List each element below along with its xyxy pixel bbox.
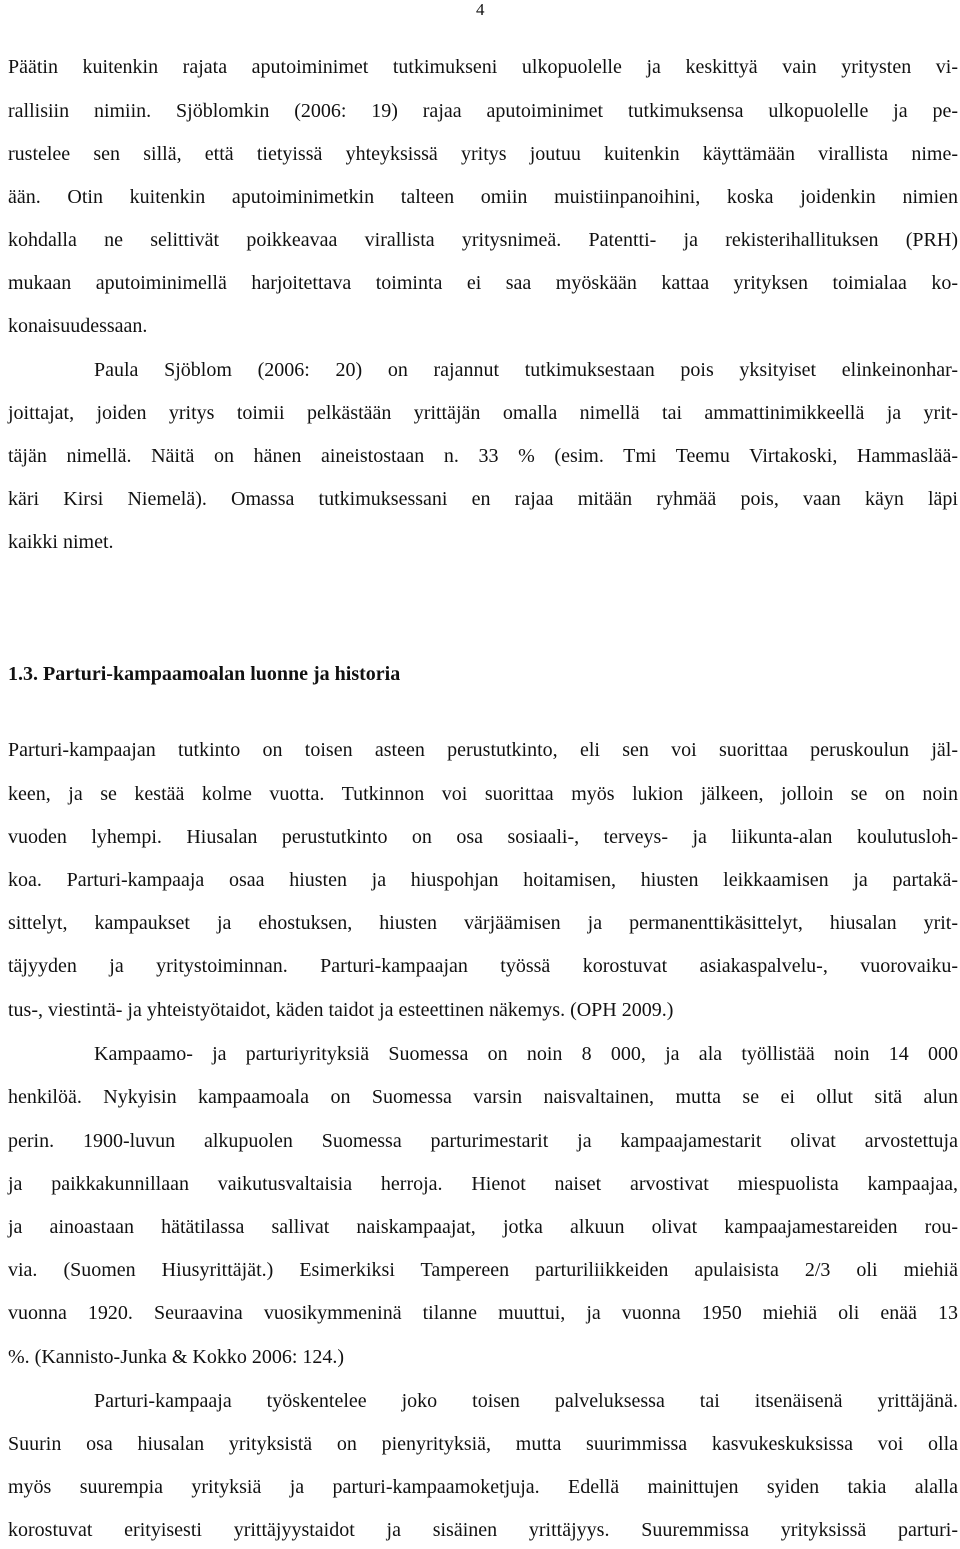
text-line: Suurin osa hiusalan yrityksistä on pienyrityksiä, mutta suurimmissa kasvukeskuksissa voi olla [8, 1433, 958, 1455]
text-line: Kampaamo- ja parturiyrityksiä Suomessa on noin 8 000, ja ala työllistää noin 14 000 [94, 1043, 958, 1065]
text-line: kaikki nimet. [8, 531, 114, 553]
text-line: kohdalla ne selittivät poikkeavaa virallista yritysnimeä. Patentti- ja rekisterihallituksen (PRH) [8, 229, 958, 251]
page-number: 4 [476, 0, 485, 19]
text-line: myös suurempia yrityksiä ja parturi-kampaamoketjuja. Edellä mainittujen syiden takia alalla [8, 1476, 958, 1498]
text-line: ja paikkakunnillaan vaikutusvaltaisia herroja. Hienot naiset arvostivat miespuolista kampaajaa, [8, 1173, 958, 1195]
text-line: sittelyt, kampaukset ja ehostuksen, hiusten värjäämisen ja permanenttikäsittelyt, hiusalan yrit- [8, 912, 958, 934]
text-line: perin. 1900-luvun alkupuolen Suomessa parturimestarit ja kampaajamestarit olivat arvostettuja [8, 1130, 958, 1152]
text-line: vuoden lyhempi. Hiusalan perustutkinto on osa sosiaali-, terveys- ja liikunta-alan koulutusloh- [8, 826, 958, 848]
text-line: rallisiin nimiin. Sjöblomkin (2006: 19) rajaa aputoiminimet tutkimuksensa ulkopuolelle ja pe- [8, 100, 958, 122]
text-line: täjän nimellä. Näitä on hänen aineistostaan n. 33 % (esim. Tmi Teemu Virtakoski, Hammaslää- [8, 445, 958, 467]
section-heading: 1.3. Parturi-kampaamoalan luonne ja historia [8, 663, 401, 685]
text-line: korostuvat erityisesti yrittäjyystaidot ja sisäinen yrittäjyys. Suuremmissa yrityksissä parturi- [8, 1519, 958, 1541]
text-line: ja ainoastaan hätätilassa sallivat naiskampaajat, jotka alkuun olivat kampaajamestareiden rou- [8, 1216, 958, 1238]
text-line: käri Kirsi Niemelä). Omassa tutkimuksessani en rajaa mitään ryhmää pois, vaan käyn läpi [8, 488, 958, 510]
text-line: via. (Suomen Hiusyrittäjät.) Esimerkiksi Tampereen parturiliikkeiden apulaisista 2/3 oli miehiä [8, 1259, 958, 1281]
text-line: Parturi-kampaaja työskentelee joko toisen palveluksessa tai itsenäisenä yrittäjänä. [94, 1390, 958, 1412]
text-line: Paula Sjöblom (2006: 20) on rajannut tutkimuksestaan pois yksityiset elinkeinonhar- [94, 359, 958, 381]
text-line: täjyyden ja yritystoiminnan. Parturi-kampaajan työssä korostuvat asiakaspalvelu-, vuorovaiku- [8, 955, 958, 977]
text-line: konaisuudessaan. [8, 315, 148, 337]
text-line: tus-, viestintä- ja yhteistyötaidot, käden taidot ja esteettinen näkemys. (OPH 2009.) [8, 999, 674, 1021]
text-line: Päätin kuitenkin rajata aputoiminimet tutkimukseni ulkopuolelle ja keskittyä vain yritysten vi- [8, 56, 958, 78]
text-line: %. (Kannisto-Junka & Kokko 2006: 124.) [8, 1346, 345, 1368]
text-line: joittajat, joiden yritys toimii pelkästään yrittäjän omalla nimellä tai ammattinimikkeellä ja yrit- [8, 402, 958, 424]
text-line: keen, ja se kestää kolme vuotta. Tutkinnon voi suorittaa myös lukion jälkeen, jolloin se on noin [8, 783, 958, 805]
text-line: mukaan aputoiminimellä harjoitettava toiminta ei saa myöskään kattaa yrityksen toimialaa ko- [8, 272, 958, 294]
text-line: rustelee sen sillä, että tietyissä yhteyksissä yritys joutuu kuitenkin käyttämään virallista nime- [8, 143, 958, 165]
text-line: ään. Otin kuitenkin aputoiminimetkin talteen omiin muistiinpanoihini, koska joidenkin nimien [8, 186, 958, 208]
text-line: henkilöä. Nykyisin kampaamoala on Suomessa varsin naisvaltainen, mutta se ei ollut sitä alun [8, 1086, 958, 1108]
text-line: Parturi-kampaajan tutkinto on toisen asteen perustutkinto, eli sen voi suorittaa peruskoulun jäl- [8, 739, 958, 761]
text-line: vuonna 1920. Seuraavina vuosikymmeninä tilanne muuttui, ja vuonna 1950 miehiä oli enää 13 [8, 1302, 958, 1324]
text-line: koa. Parturi-kampaaja osaa hiusten ja hiuspohjan hoitamisen, hiusten leikkaamisen ja partakä- [8, 869, 958, 891]
